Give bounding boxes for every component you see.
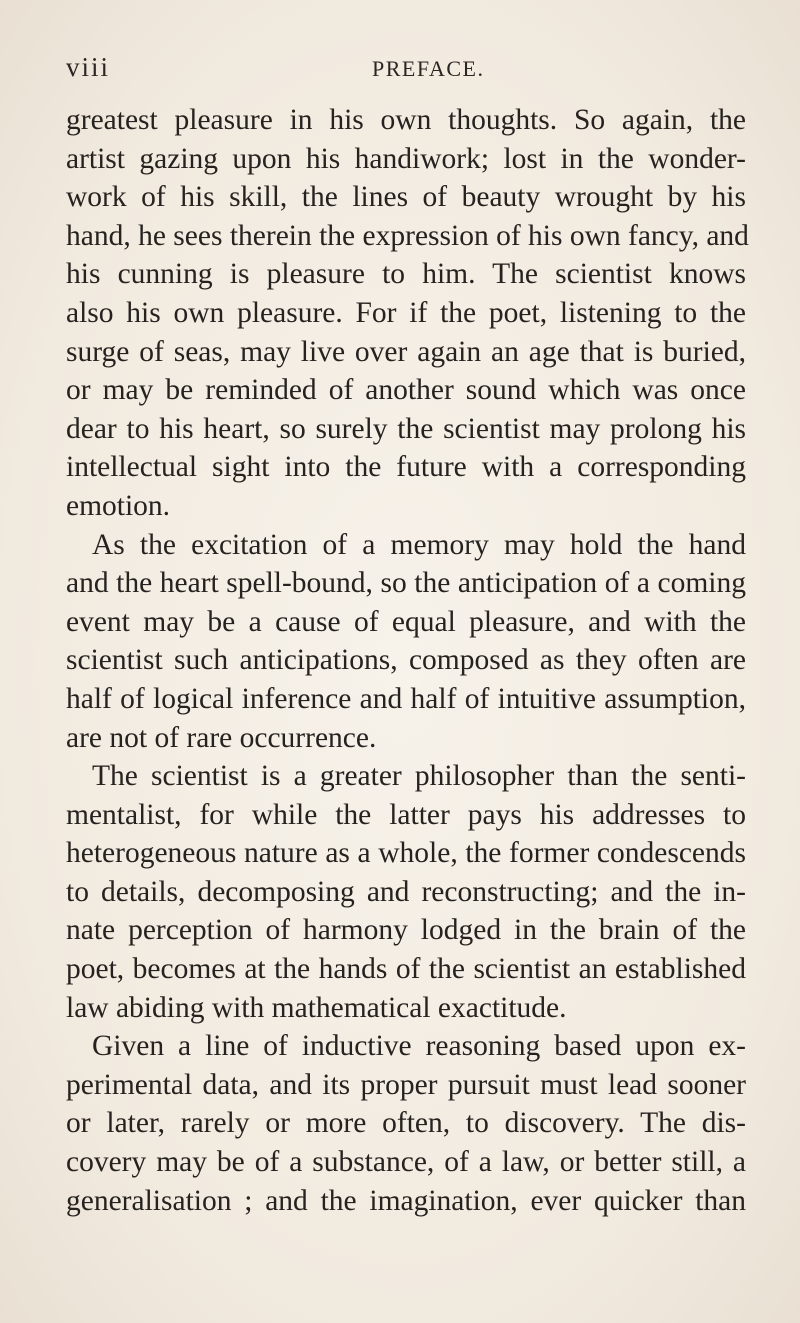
text-line: emotion. (66, 489, 171, 522)
text-line: covery may be of a substance, of a law, or better still, a (66, 1146, 746, 1179)
text-line: are not of rare occurrence. (66, 721, 377, 754)
text-line: or later, rarely or more often, to discovery. The dis- (66, 1107, 746, 1140)
body-text (66, 101, 749, 1220)
text-line: half of logical inference and half of intuitive assumption, (66, 682, 746, 715)
text-line: poet, becomes at the hands of the scientist an established (66, 953, 746, 986)
running-title: PREFACE. (372, 56, 485, 81)
text-line: or may be reminded of another sound which was once (66, 374, 746, 407)
text-line: surge of seas, may live over again an age that is buried, (66, 335, 746, 368)
text-line: As the excitation of a memory may hold the hand (92, 528, 746, 561)
text-line: dear to his heart, so surely the scientist may prolong his (66, 412, 746, 445)
text-line: Given a line of inductive reasoning based upon ex- (92, 1030, 746, 1063)
page-number: viii (66, 52, 111, 82)
text-line: event may be a cause of equal pleasure, and with the (66, 605, 746, 638)
text-line: mentalist, for while the latter pays his addresses to (66, 798, 746, 831)
text-line: work of his skill, the lines of beauty wrought by his (66, 181, 746, 214)
text-line: his cunning is pleasure to him. The scientist knows (66, 258, 746, 291)
text-line: nate perception of harmony lodged in the brain of the (66, 914, 746, 947)
text-line: artist gazing upon his handiwork; lost in the wonder- (66, 142, 746, 175)
text-line: also his own pleasure. For if the poet, listening to the (66, 296, 746, 329)
text-line: generalisation ; and the imagination, ever quicker than (66, 1184, 746, 1217)
text-line: hand, he sees therein the expression of his own fancy, and (66, 219, 749, 252)
text-line: intellectual sight into the future with a corresponding (66, 451, 746, 484)
text-line: and the heart spell-bound, so the anticipation of a coming (66, 567, 746, 600)
text-line: perimental data, and its proper pursuit must lead sooner (66, 1068, 746, 1101)
running-head (66, 52, 742, 86)
text-line: to details, decomposing and reconstructing; and the in- (66, 875, 746, 908)
text-line: law abiding with mathematical exactitude. (66, 991, 567, 1024)
text-line: greatest pleasure in his own thoughts. So again, the (66, 104, 746, 136)
text-line: The scientist is a greater philosopher than the senti- (92, 760, 746, 793)
text-line: heterogeneous nature as a whole, the former condescends (66, 837, 746, 870)
text-line: scientist such anticipations, composed as they often are (66, 644, 746, 677)
